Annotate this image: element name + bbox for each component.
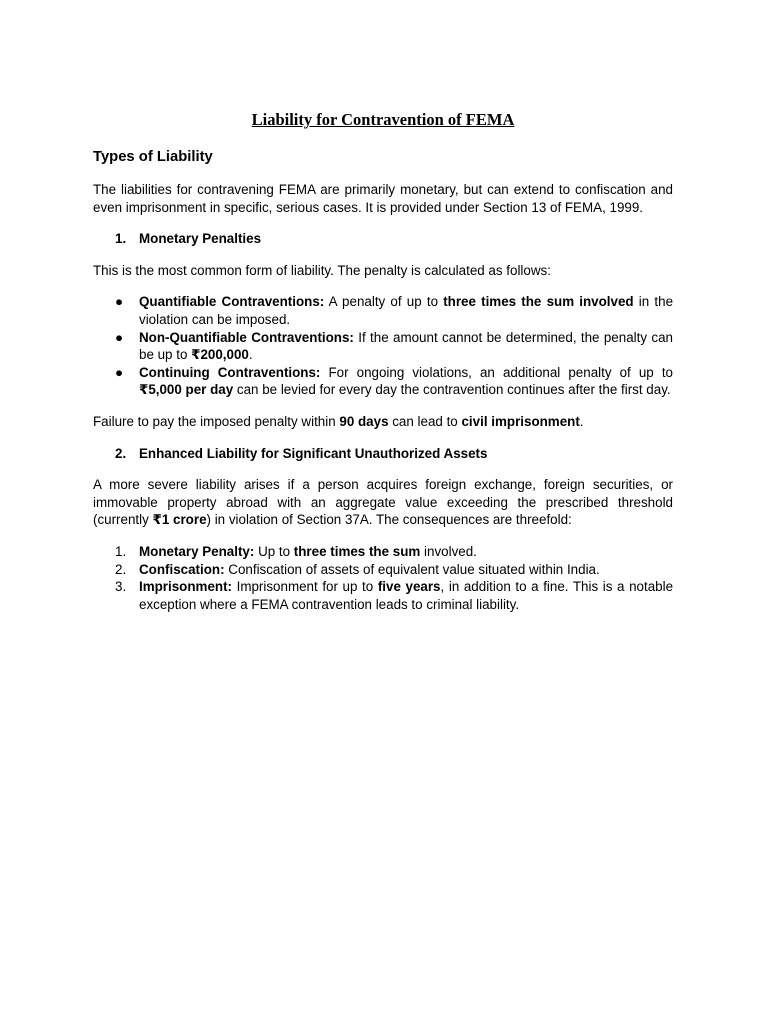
section-1-lead: This is the most common form of liability. The penalty is calculated as follows: <box>93 262 551 278</box>
failure-paragraph <box>93 413 673 431</box>
consequence-monetary-penalty <box>93 543 673 561</box>
bullet-continuing <box>93 364 673 399</box>
bullet-bold: ₹5,000 per day <box>139 382 234 398</box>
section-1-heading <box>93 230 673 248</box>
bullet-icon: ● <box>115 329 124 345</box>
bullet-icon: ● <box>115 364 124 380</box>
section-2-bold: ₹1 crore <box>152 512 207 528</box>
list-number: 1. <box>115 543 127 559</box>
failure-text: Failure to pay the imposed penalty within <box>93 413 340 429</box>
item-text: Confiscation of assets of equivalent value situated within India. <box>224 561 600 577</box>
section-1-number: 1. <box>115 231 127 247</box>
bullet-label: Quantifiable Contraventions: <box>139 294 325 310</box>
section-2-title: Enhanced Liability for Significant Unauthorized Assets <box>139 445 488 461</box>
bullet-label: Non-Quantifiable Contraventions: <box>139 329 354 345</box>
bullet-text: in the violation can be imposed. <box>139 294 674 327</box>
penalty-bullet-list <box>93 293 673 399</box>
consequence-imprisonment <box>93 578 673 613</box>
bullet-text: . <box>248 347 253 363</box>
bullet-label: Continuing Contraventions: <box>139 364 321 380</box>
types-of-liability-heading: Types of Liability <box>93 149 213 165</box>
consequences-numbered-list <box>93 543 673 613</box>
bullet-non-quantifiable <box>93 329 673 364</box>
bullet-text: If the amount cannot be determined, the penalty can be up to <box>139 329 673 363</box>
item-text: involved. <box>420 543 477 559</box>
failure-text: . <box>579 413 584 429</box>
section-1-title: Monetary Penalties <box>139 231 262 247</box>
failure-text: can lead to <box>388 413 462 429</box>
list-number: 2. <box>115 561 127 577</box>
document-body <box>93 110 673 613</box>
bullet-text: can be levied for every day the contravention continues after the first day. <box>233 382 671 398</box>
bullet-icon: ● <box>115 294 124 310</box>
item-label: Monetary Penalty: <box>139 543 255 559</box>
item-label: Confiscation: <box>139 561 225 577</box>
item-label: Imprisonment: <box>139 579 232 595</box>
bullet-bold: three times the sum involved <box>443 294 634 310</box>
item-bold: five years <box>377 579 441 595</box>
failure-bold: 90 days <box>339 413 389 429</box>
bullet-bold: ₹200,000 <box>191 347 249 363</box>
section-2-number: 2. <box>115 445 127 461</box>
section-2-heading <box>93 445 673 463</box>
document-title: Liability for Contravention of FEMA <box>251 110 515 129</box>
list-number: 3. <box>115 579 127 595</box>
bullet-quantifiable <box>93 293 673 328</box>
bullet-text: A penalty of up to <box>324 294 444 310</box>
section-2-text: ) in violation of Section 37A. The consequences are threefold: <box>206 512 572 528</box>
item-text: Up to <box>254 543 294 559</box>
item-bold: three times the sum <box>293 543 421 559</box>
bullet-text: For ongoing violations, an additional penalty of up to <box>320 364 673 380</box>
section-2-text: A more severe liability arises if a person acquires foreign exchange, foreign securities, or immovable property abroad with an aggregate value exceeding the prescribed threshold (currently <box>93 477 673 528</box>
section-2-paragraph <box>93 476 673 529</box>
item-text: Imprisonment for up to <box>232 579 378 595</box>
intro-paragraph: The liabilities for contravening FEMA are primarily monetary, but can extend to confiscation and even imprisonment in specific, serious cases. It is provided under Section 13 of FEMA, 1999. <box>93 182 673 215</box>
failure-bold: civil imprisonment <box>461 413 580 429</box>
item-text: , in addition to a fine. This is a notable exception where a FEMA contravention leads to criminal liability. <box>139 579 674 612</box>
consequence-confiscation <box>93 561 673 579</box>
